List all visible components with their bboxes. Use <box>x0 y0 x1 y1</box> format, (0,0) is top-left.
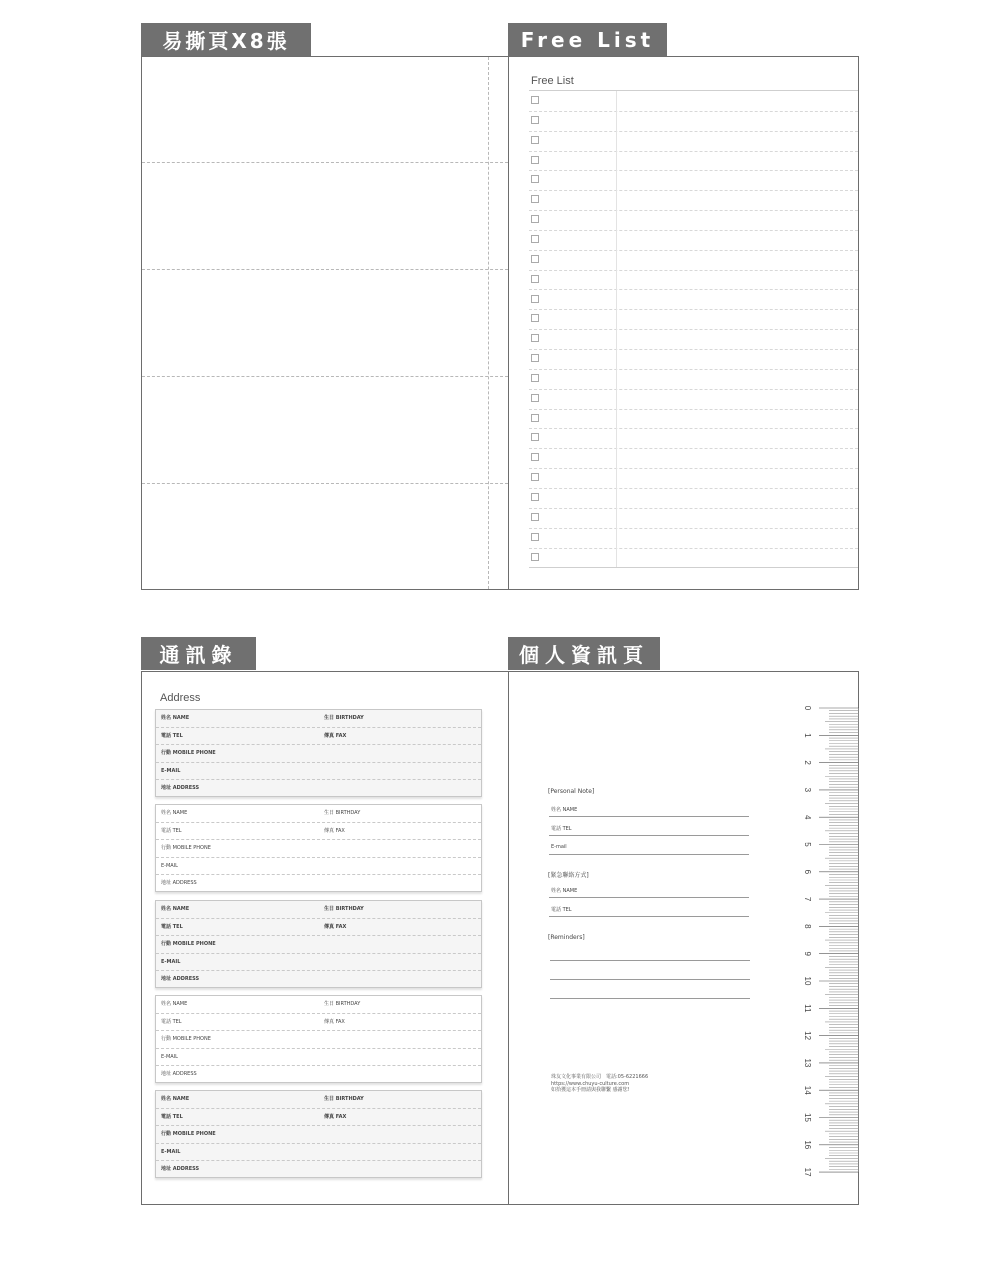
checkbox[interactable] <box>531 275 539 283</box>
address-row[interactable] <box>156 875 481 893</box>
name-row[interactable] <box>156 996 481 1014</box>
field-label: 地址 ADDRESS <box>161 1166 200 1173</box>
mobile-row[interactable] <box>156 1126 481 1144</box>
free-list-row <box>529 468 858 489</box>
checkbox[interactable] <box>531 533 539 541</box>
field-label: 電話 TEL <box>161 732 183 739</box>
ruler <box>799 700 859 1177</box>
checkbox[interactable] <box>531 96 539 104</box>
mobile-row[interactable] <box>156 936 481 954</box>
field-label: 地址 ADDRESS <box>161 880 197 887</box>
ruler-label: 17 <box>802 1167 812 1177</box>
free-list-row <box>529 111 858 132</box>
checkbox[interactable] <box>531 314 539 322</box>
field-label: 傳真 FAX <box>324 1018 345 1025</box>
field-label: 傳真 FAX <box>324 923 347 930</box>
publisher-note: 如拾獲這本手冊請與我聯繫 感謝您! <box>551 1087 630 1093</box>
ruler-label: 6 <box>802 869 812 875</box>
email-row[interactable] <box>156 858 481 876</box>
free-list-row <box>529 190 858 211</box>
address-row[interactable] <box>156 1161 481 1179</box>
address-card <box>155 709 482 797</box>
checkbox[interactable] <box>531 453 539 461</box>
checkbox[interactable] <box>531 334 539 342</box>
ruler-label: 11 <box>802 1004 812 1013</box>
free-list-row <box>529 428 858 449</box>
field-label: 地址 ADDRESS <box>161 1071 197 1078</box>
field-label: 生日 BIRTHDAY <box>324 810 361 816</box>
address-card <box>155 804 482 892</box>
free-list-panel <box>508 56 859 590</box>
reminder-line[interactable] <box>550 979 750 980</box>
checkbox[interactable] <box>531 354 539 362</box>
ruler-label: 0 <box>802 705 812 711</box>
mobile-row[interactable] <box>156 1031 481 1049</box>
field-label: 行動 MOBILE PHONE <box>161 750 216 757</box>
free-list-row <box>529 270 858 291</box>
email-row[interactable] <box>156 1049 481 1067</box>
field-label: 行動 MOBILE PHONE <box>161 941 216 948</box>
email-row[interactable] <box>156 1144 481 1162</box>
perforation-line-vertical <box>488 57 489 589</box>
address-card <box>155 1090 482 1178</box>
field-label: 電話 TEL <box>161 1018 182 1025</box>
field-label: 電話 TEL <box>161 827 182 834</box>
free-list-row <box>529 250 858 271</box>
name-row[interactable] <box>156 1091 481 1109</box>
field-label: 傳真 FAX <box>324 732 347 739</box>
free-list-tab: Free List <box>508 23 667 56</box>
tel-row[interactable] <box>156 823 481 841</box>
ruler-label: 7 <box>802 896 812 902</box>
checkbox[interactable] <box>531 175 539 183</box>
ruler-label: 2 <box>802 760 812 765</box>
ruler-label: 15 <box>802 1113 812 1122</box>
free-list-row <box>529 290 858 311</box>
field-label: 生日 BIRTHDAY <box>324 906 364 912</box>
address-book-tab: 通訊錄 <box>141 637 256 670</box>
personal-info-tab: 個人資訊頁 <box>508 637 660 670</box>
free-list-title: Free List <box>531 75 574 87</box>
free-list-row <box>529 309 858 330</box>
email-row[interactable] <box>156 763 481 781</box>
perforation-line <box>142 376 508 377</box>
publisher-info <box>551 1074 648 1094</box>
field-label: E-MAIL <box>161 862 178 869</box>
free-list-row <box>529 488 858 509</box>
free-list-row <box>529 349 858 370</box>
name-field[interactable] <box>549 806 749 817</box>
tear-off-panel <box>141 56 509 590</box>
field-label: 傳真 FAX <box>324 827 345 834</box>
ruler-label: 10 <box>802 976 812 986</box>
free-list-column-divider <box>616 91 617 567</box>
field-label: 生日 BIRTHDAY <box>324 715 364 721</box>
checkbox[interactable] <box>531 374 539 382</box>
personal-info-panel <box>508 671 859 1205</box>
field-label: 行動 MOBILE PHONE <box>161 1131 216 1138</box>
checkbox[interactable] <box>531 215 539 223</box>
address-row[interactable] <box>156 1066 481 1084</box>
perforation-line <box>142 269 508 270</box>
field-label: 姓名 NAME <box>161 1001 188 1007</box>
tel-field[interactable] <box>549 825 749 836</box>
emergency-heading: [緊急聯絡方式] <box>548 872 589 879</box>
field-label: 地址 ADDRESS <box>161 976 200 983</box>
reminder-line[interactable] <box>550 998 750 999</box>
publisher-url: https://www.chuyu-culture.com <box>551 1080 630 1087</box>
publisher-line: 珠友文化事業有限公司 電話:05-6221666 <box>551 1074 649 1080</box>
field-label: E-MAIL <box>161 767 181 774</box>
free-list-row <box>529 548 858 568</box>
email-row[interactable] <box>156 954 481 972</box>
mobile-row[interactable] <box>156 745 481 763</box>
ruler-label: 14 <box>802 1085 812 1095</box>
emergency-tel-label: 電話 TEL <box>551 907 572 913</box>
field-label: 行動 MOBILE PHONE <box>161 845 211 852</box>
free-list-row <box>529 369 858 390</box>
free-list-row <box>529 131 858 152</box>
field-label: 行動 MOBILE PHONE <box>161 1036 211 1043</box>
name-row[interactable] <box>156 805 481 823</box>
free-list-bottom-line <box>529 567 858 568</box>
tel-row[interactable] <box>156 919 481 937</box>
free-list-row <box>529 448 858 469</box>
address-card <box>155 995 482 1083</box>
free-list-row <box>529 329 858 350</box>
field-label: 生日 BIRTHDAY <box>324 1001 361 1007</box>
ruler-label: 5 <box>802 842 812 847</box>
free-list-row <box>529 508 858 529</box>
field-label: 電話 TEL <box>161 1113 183 1120</box>
address-book-panel <box>141 671 509 1205</box>
checkbox[interactable] <box>531 235 539 243</box>
checkbox[interactable] <box>531 414 539 422</box>
personal-note-heading: [Personal Note] <box>548 788 595 795</box>
mobile-row[interactable] <box>156 840 481 858</box>
free-list-row <box>529 91 858 112</box>
name-row[interactable] <box>156 710 481 728</box>
field-label: 姓名 NAME <box>161 810 188 816</box>
field-label: E-MAIL <box>161 1053 178 1060</box>
checkbox[interactable] <box>531 136 539 144</box>
ruler-label: 13 <box>802 1058 812 1068</box>
field-label: E-MAIL <box>161 1148 181 1155</box>
tel-row[interactable] <box>156 728 481 746</box>
ruler-label: 16 <box>802 1140 812 1150</box>
address-card <box>155 900 482 988</box>
emergency-tel-field[interactable] <box>549 906 749 917</box>
tel-row[interactable] <box>156 1109 481 1127</box>
ruler-label: 4 <box>802 814 812 820</box>
checkbox[interactable] <box>531 116 539 124</box>
field-label: 傳真 FAX <box>324 1113 347 1120</box>
email-label: E-mail <box>551 844 567 850</box>
name-label: 姓名 NAME <box>551 807 578 813</box>
tel-row[interactable] <box>156 1014 481 1032</box>
free-list-row <box>529 389 858 410</box>
field-label: 姓名 NAME <box>161 906 190 912</box>
free-list-row <box>529 528 858 549</box>
emergency-name-label: 姓名 NAME <box>551 888 578 894</box>
free-list-row <box>529 409 858 430</box>
checkbox[interactable] <box>531 394 539 402</box>
field-label: 地址 ADDRESS <box>161 785 200 792</box>
address-title: Address <box>160 692 201 704</box>
field-label: 生日 BIRTHDAY <box>324 1096 364 1102</box>
field-label: 姓名 NAME <box>161 715 190 721</box>
checkbox[interactable] <box>531 493 539 501</box>
checkbox[interactable] <box>531 195 539 203</box>
tel-label: 電話 TEL <box>551 826 572 832</box>
ruler-label: 12 <box>802 1031 812 1041</box>
free-list-row <box>529 151 858 172</box>
reminder-line[interactable] <box>550 960 750 961</box>
checkbox[interactable] <box>531 473 539 481</box>
free-list-row <box>529 210 858 231</box>
address-row[interactable] <box>156 780 481 798</box>
checkbox[interactable] <box>531 295 539 303</box>
checkbox[interactable] <box>531 433 539 441</box>
tear-off-tab: 易撕頁X8張 <box>141 23 311 56</box>
ruler-label: 8 <box>802 924 812 929</box>
email-field[interactable] <box>549 844 749 855</box>
field-label: 姓名 NAME <box>161 1096 190 1102</box>
emergency-name-field[interactable] <box>549 887 749 898</box>
checkbox[interactable] <box>531 156 539 164</box>
perforation-line <box>142 162 508 163</box>
ruler-label: 3 <box>802 787 812 793</box>
address-row[interactable] <box>156 971 481 989</box>
ruler-label: 1 <box>802 733 812 738</box>
perforation-line <box>142 483 508 484</box>
ruler-label: 9 <box>802 951 812 956</box>
field-label: 電話 TEL <box>161 923 183 930</box>
field-label: E-MAIL <box>161 958 181 965</box>
checkbox[interactable] <box>531 553 539 561</box>
free-list-row <box>529 230 858 251</box>
free-list-row <box>529 170 858 191</box>
name-row[interactable] <box>156 901 481 919</box>
checkbox[interactable] <box>531 255 539 263</box>
reminders-heading: [Reminders] <box>548 934 585 941</box>
checkbox[interactable] <box>531 513 539 521</box>
